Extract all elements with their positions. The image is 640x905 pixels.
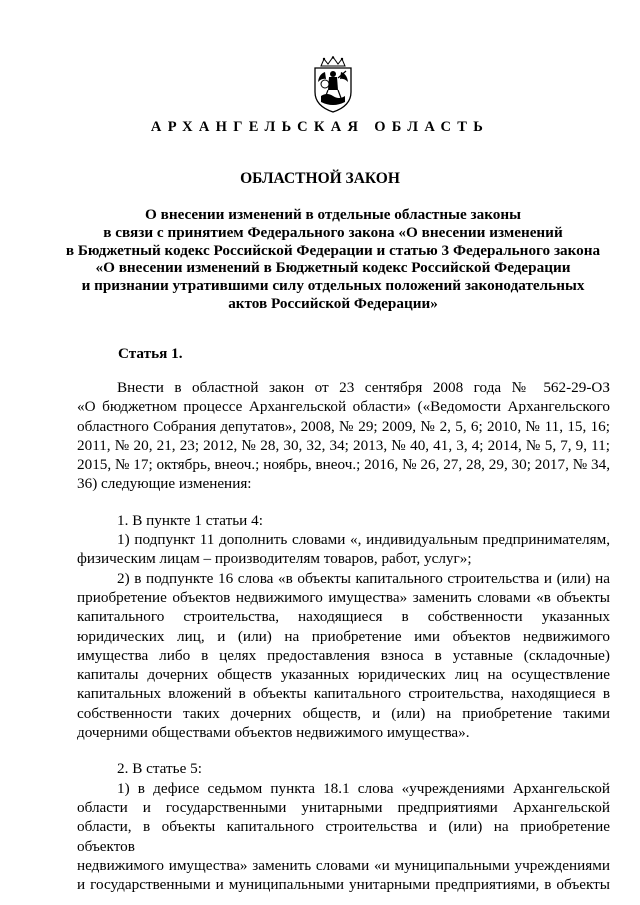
body-line: 2) в подпункте 16 слова «в объекты капитального строительства и (или) на — [117, 569, 610, 587]
body-line: капитальных вложений в объекты капитального строительства, находящиеся в — [77, 685, 610, 703]
body-line: собственности таких дочерних обществ, и (или) на приобретение такими — [77, 704, 610, 722]
region-name: АРХАНГЕЛЬСКАЯ ОБЛАСТЬ — [150, 119, 490, 135]
law-title-line: в связи с принятием Федерального закона «О внесении изменений — [103, 223, 563, 241]
body-line: и государственными и муниципальными унитарными предприятиями, в объекты — [77, 876, 610, 894]
body-line: недвижимого имущества» заменить словами «и муниципальными учреждениями — [77, 856, 610, 874]
document-body — [77, 378, 610, 894]
article-heading: Статья 1. — [118, 345, 183, 362]
body-line: юридических лиц, и (или) на приобретение ими объектов недвижимого — [77, 627, 610, 645]
point-heading: 2. В статье 5: — [117, 760, 202, 778]
law-title-line: О внесении изменений в отдельные областные законы — [145, 206, 521, 223]
law-title-line: «О внесении изменений в Бюджетный кодекс Российской Федерации — [95, 259, 571, 277]
body-line: области и государственными унитарными предприятиями Архангельской — [77, 798, 610, 816]
law-title-line: в Бюджетный кодекс Российской Федерации и статью 3 Федерального закона — [65, 241, 601, 259]
point-heading: 1. В пункте 1 статьи 4: — [117, 511, 263, 529]
body-line: капитального строительства, находящиеся в собственности указанных — [77, 608, 610, 626]
body-line: 2011, № 20, 21, 23; 2012, № 28, 30, 32, 34; 2013, № 40, 41, 3, 4; 2014, № 5, 7, 9, 11; — [77, 436, 610, 454]
body-line: Внести в областной закон от 23 сентября 2008 года № 562-29-ОЗ — [117, 379, 610, 396]
body-line: приобретение объектов недвижимого имущества» заменить словами «в объекты — [77, 588, 610, 606]
body-line: 1) в дефисе седьмом пункта 18.1 слова «учреждениями Архангельской — [117, 779, 610, 797]
body-line: имущества либо в целях предоставления взноса в уставные (складочные) — [77, 646, 610, 664]
document-type: ОБЛАСТНОЙ ЗАКОН — [240, 170, 400, 187]
law-title-line: актов Российской Федерации» — [228, 294, 438, 312]
body-line: физическим лицам – производителям товаров, работ, услуг»; — [77, 550, 472, 568]
body-line: «О бюджетном процессе Архангельской области» («Ведомости Архангельского — [77, 398, 610, 416]
law-title-line: и признании утратившими силу отдельных положений законодательных — [81, 277, 585, 295]
arkhangelsk-coat-of-arms-icon — [311, 56, 355, 114]
body-line: областного Собрания депутатов», 2008, № 29; 2009, № 2, 5, 6; 2010, № 11, 15, 16; — [77, 417, 610, 435]
body-line: 2015, № 17; октябрь, внеоч.; ноябрь, внеоч.; 2016, № 26, 27, 28, 29, 30; 2017, № 34, — [77, 456, 610, 474]
body-line: области, в объекты капитального строительства и (или) на приобретение объектов — [77, 818, 610, 855]
body-line: капиталы дочерних обществ указанных юридических лиц на осуществление — [77, 666, 610, 684]
body-line: 1) подпункт 11 дополнить словами «, индивидуальным предпринимателям, — [117, 531, 610, 549]
body-line: 36) следующие изменения: — [77, 475, 252, 493]
body-line: дочерними обществами объектов недвижимого имущества». — [77, 724, 470, 742]
law-title — [60, 206, 606, 313]
